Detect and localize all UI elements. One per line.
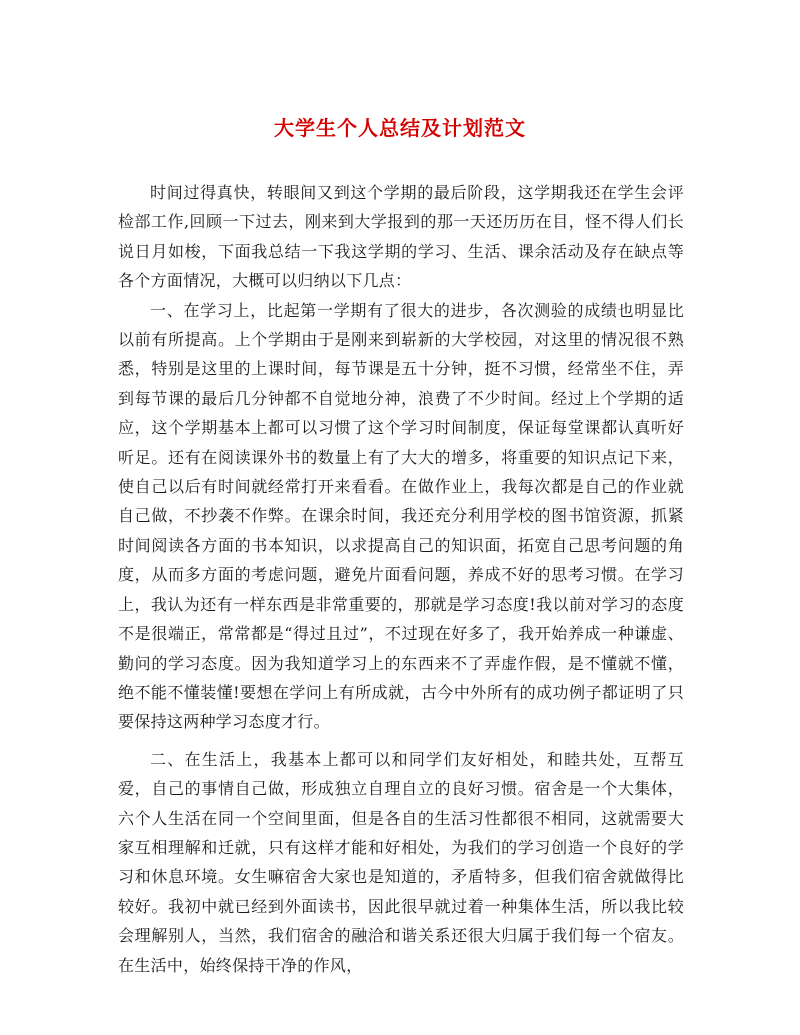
document-title: 大学生个人总结及计划范文	[274, 116, 526, 140]
document-body	[118, 178, 684, 980]
paragraph-intro: 时间过得真快，转眼间又到这个学期的最后阶段，这学期我还在学生会评检部工作,回顾一下过去，刚来到大学报到的那一天还历历在目，怪不得人们长说日月如梭，下面我总结一下我这学期的学习、生活、课余活动及存在缺点等各个方面情况，大概可以归纳以下几点：	[118, 183, 684, 291]
paragraph-life: 二、在生活上，我基本上都可以和同学们友好相处，和睦共处，互帮互爱，自己的事情自己做，形成独立自理自立的良好习惯。宿舍是一个大集体，六个人生活在同一个空间里面，但是各自的生活习性都很不相同，这就需要大家互相理解和迁就，只有这样才能和好相处，为我们的学习创造一个良好的学习和休息环境。女生嘛宿舍大家也是知道的，矛盾特多，但我们宿舍就做得比较好。我初中就已经到外面读书，因此很早就过着一种集体生活，所以我比较会理解别人，当然，我们宿舍的融洽和谐关系还很大归属于我们每一个宿友。在生活中，始终保持干净的作风，	[118, 749, 684, 975]
paragraph-study: 一、在学习上，比起第一学期有了很大的进步，各次测验的成绩也明显比以前有所提高。上个学期由于是刚来到崭新的大学校园，对这里的情况很不熟悉，特别是这里的上课时间，每节课是五十分钟，挺不习惯，经常坐不住，弄到每节课的最后几分钟都不自觉地分神，浪费了不少时间。经过上个学期的适应，这个学期基本上都可以习惯了这个学习时间制度，保证每堂课都认真听好听足。还有在阅读课外书的数量上有了大大的增多，将重要的知识点记下来，使自己以后有时间就经常打开来看看。在做作业上，我每次都是自己的作业就自己做，不抄袭不作弊。在课余时间，我还充分利用学校的图书馆资源，抓紧时间阅读各方面的书本知识，以求提高自己的知识面，拓宽自己思考问题的角度，从而多方面的考虑问题，避免片面看问题，养成不好的思考习惯。在学习上，我认为还有一样东西是非常重要的，那就是学习态度!我以前对学习的态度不是很端正，常常都是“得过且过”，不过现在好多了，我开始养成一种谦虚、勤问的学习态度。因为我知道学习上的东西来不了弄虚作假，是不懂就不懂，绝不能不懂装懂!要想在学问上有所成就，古今中外所有的成功例子都证明了只要保持这两种学习态度才行。	[118, 300, 684, 732]
